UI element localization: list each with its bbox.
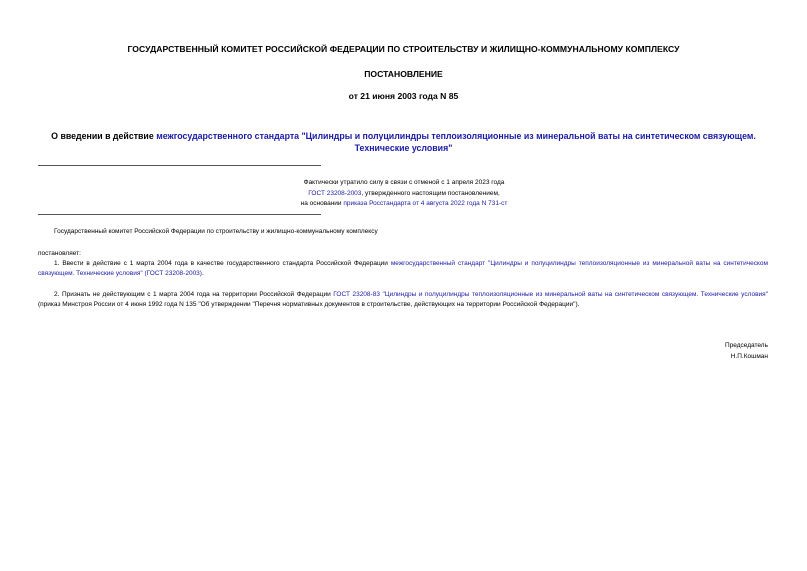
postanovlyaet-text: постановляет: (38, 250, 81, 257)
divider-top (38, 165, 321, 166)
status-note-line1: Фактически утратило силу в связи с отменой с 1 апреля 2023 года (303, 179, 505, 186)
gost-2003-link[interactable]: ГОСТ 23208-2003 (308, 189, 362, 197)
rosstandart-order-link[interactable]: приказа Росстандарта от 4 августа 2022 года N 731-ст (343, 200, 508, 208)
signature-block (725, 341, 768, 362)
signature-position: Председатель (724, 342, 768, 349)
divider-bottom (38, 214, 321, 215)
signature-name: Н.П.Кошман (730, 352, 768, 360)
title-prefix: О введении в действие (51, 131, 157, 141)
item-2: 2. Признать не действующим с 1 марта 2004 года на территории Российской Федерации ГОСТ 23208-83 "Цилиндры и полуцилиндры теплоизоляционные из минеральной ваты на синтетическом связующем. Технические условия" (приказ Минстроя России от 4 июня 1992 года N 135 "Об утверждении "Перечня нормативных документов в строительстве, действующих на территории Российской Федерации"). (38, 291, 769, 308)
status-note (200, 178, 608, 210)
document-title (0, 130, 807, 154)
document-type: ПОСТАНОВЛЕНИЕ (364, 69, 443, 79)
status-note-line2: ГОСТ 23208-2003, утвержденного настоящим постановлением, (308, 189, 500, 197)
title-standard-link[interactable]: межгосударственного стандарта "Цилиндры и полуцилиндры теплоизоляционные из минеральной ваты на синтетическом связующем. Технические условия" (156, 131, 756, 153)
committee-heading: ГОСУДАРСТВЕННЫЙ КОМИТЕТ РОССИЙСКОЙ ФЕДЕРАЦИИ ПО СТРОИТЕЛЬСТВУ И ЖИЛИЩНО-КОММУНАЛЬНОМУ КОМПЛЕКСУ (127, 44, 680, 54)
gost-2003-standard-link[interactable]: межгосударственный стандарт "Цилиндры и полуцилиндры теплоизоляционные из минеральной ваты на синтетическом связующем. Технические условия" (ГОСТ 23208-2003) (38, 260, 768, 277)
item-1: 1. Ввести в действие с 1 марта 2004 года в качестве государственного стандарта Российской Федерации межгосударственный стандарт "Цилиндры и полуцилиндры теплоизоляционные из минеральной ваты на синтетическом связующем. Технические условия" (ГОСТ 23208-2003). (38, 260, 768, 277)
gost-83-link[interactable]: ГОСТ 23208-83 "Цилиндры и полуцилиндры теплоизоляционные из минеральной ваты на синтетическом связующем. Технические условия" (333, 291, 769, 298)
intro-paragraph: Государственный комитет Российской Федерации по строительству и жилищно-коммунальному комплексу (54, 228, 378, 235)
status-note-line3: на основании приказа Росстандарта от 4 августа 2022 года N 731-ст (300, 200, 508, 208)
document-date-number: от 21 июня 2003 года N 85 (348, 91, 459, 101)
